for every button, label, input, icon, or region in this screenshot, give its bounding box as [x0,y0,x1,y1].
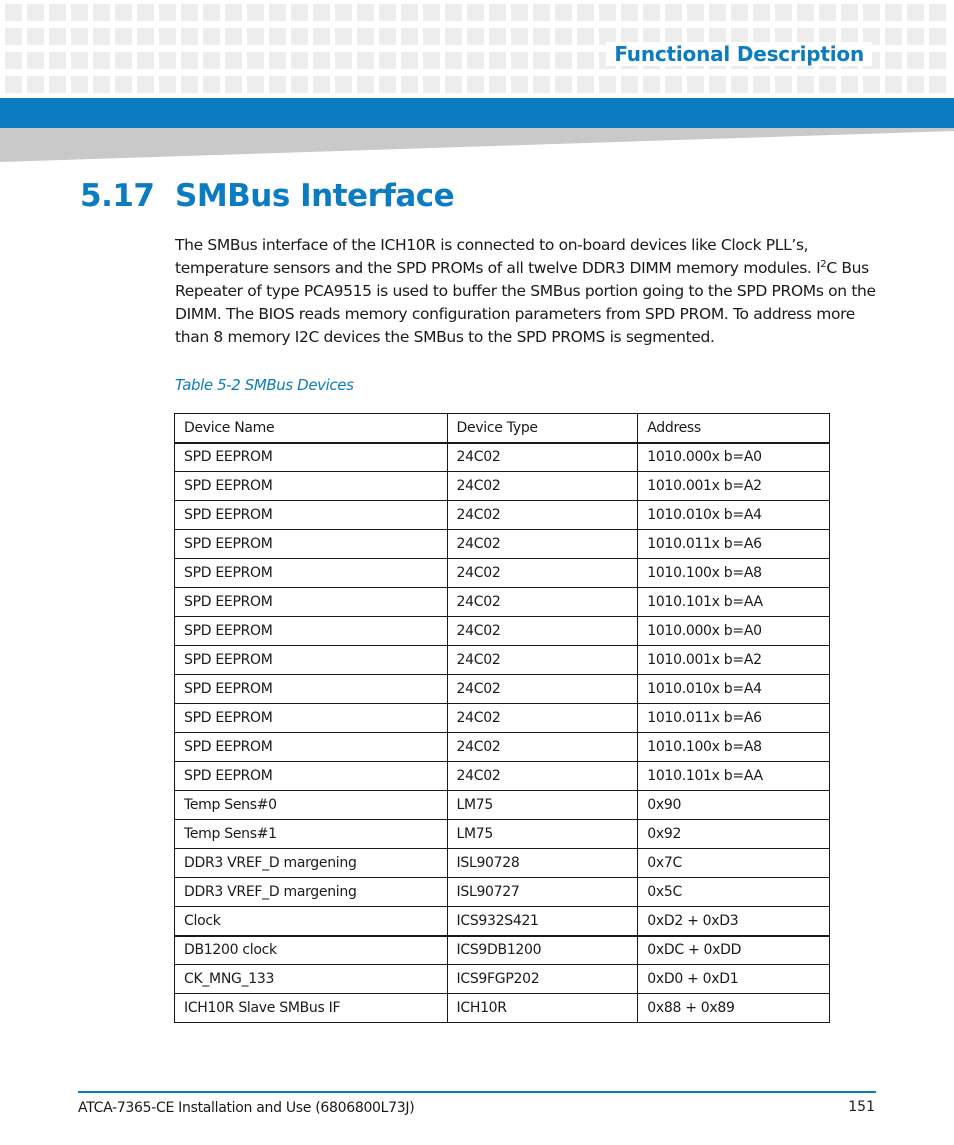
header-pattern-cell [841,4,858,21]
body-paragraph [175,234,880,349]
header-pattern-cell [5,4,22,21]
cell-device-name: SPD EEPROM [175,675,448,704]
cell-device-name: SPD EEPROM [175,588,448,617]
header-pattern-cell [49,28,66,45]
header-pattern-cell [753,76,770,93]
header-pattern-cell [313,76,330,93]
header-pattern-cell [643,76,660,93]
header-pattern-cell [225,28,242,45]
cell-address: 0x5C [638,878,830,907]
header-pattern-cell [27,28,44,45]
cell-address: 0xD2 + 0xD3 [638,907,830,936]
cell-address: 1010.011x b=A6 [638,530,830,559]
cell-device-name: SPD EEPROM [175,704,448,733]
cell-address: 1010.101x b=AA [638,762,830,791]
cell-address: 1010.011x b=A6 [638,704,830,733]
gray-wedge-shape [0,128,954,162]
header-pattern-cell [643,4,660,21]
header-pattern-cell [247,28,264,45]
cell-device-type: 24C02 [447,588,638,617]
header-pattern-cell [423,76,440,93]
cell-address: 1010.000x b=A0 [638,443,830,472]
table-row [175,820,830,849]
header-pattern-cell [511,28,528,45]
header-pattern-cell [511,4,528,21]
table-row [175,472,830,501]
header-pattern-cell [555,28,572,45]
header-pattern-cell [577,4,594,21]
cell-device-type: 24C02 [447,617,638,646]
header-pattern-cell [291,52,308,69]
header-pattern-cell [159,52,176,69]
header-pattern-cell [445,76,462,93]
header-pattern-cell [863,4,880,21]
cell-device-name: Clock [175,907,448,936]
header-pattern-cell [49,76,66,93]
header-pattern-cell [159,76,176,93]
header-pattern-cell [269,28,286,45]
header-pattern-cell [929,52,946,69]
header-pattern-cell [137,28,154,45]
header-pattern-cell [665,76,682,93]
header-pattern-cell [841,76,858,93]
header-pattern-cell [533,4,550,21]
cell-device-name: Temp Sens#0 [175,791,448,820]
header-pattern-cell [357,76,374,93]
header-pattern-cell [511,52,528,69]
header-pattern-cell [489,4,506,21]
header-pattern-cell [731,4,748,21]
header-pattern-cell [797,4,814,21]
header-pattern-cell [225,52,242,69]
cell-address: 1010.001x b=A2 [638,646,830,675]
header-pattern-cell [423,4,440,21]
cell-device-type: 24C02 [447,675,638,704]
header-pattern-cell [181,28,198,45]
header-pattern-cell [687,76,704,93]
header-pattern-cell [709,76,726,93]
cell-device-type: 24C02 [447,501,638,530]
cell-device-type: 24C02 [447,646,638,675]
cell-device-name: DDR3 VREF_D margening [175,849,448,878]
cell-address: 1010.010x b=A4 [638,675,830,704]
header-pattern-cell [5,52,22,69]
header-pattern-cell [27,4,44,21]
header-pattern-cell [511,76,528,93]
header-pattern-cell [555,76,572,93]
header-device-type: Device Type [447,414,638,443]
header-pattern-cell [137,52,154,69]
header-address: Address [638,414,830,443]
table-caption: Table 5-2 SMBus Devices [175,376,354,394]
header-pattern-cell [819,76,836,93]
header-pattern-cell [291,28,308,45]
cell-device-name: DDR3 VREF_D margening [175,878,448,907]
header-pattern-cell [137,4,154,21]
cell-device-type: 24C02 [447,472,638,501]
header-pattern-cell [115,4,132,21]
header-pattern-cell [225,4,242,21]
footer-doc-title: ATCA-7365-CE Installation and Use (6806800L73J) [78,1100,415,1116]
header-pattern-cell [775,76,792,93]
table-row [175,443,830,472]
table-row [175,762,830,791]
header-pattern-cell [291,4,308,21]
header-pattern-cell [93,4,110,21]
table-row [175,501,830,530]
cell-address: 0x90 [638,791,830,820]
cell-device-type: LM75 [447,791,638,820]
table-row [175,559,830,588]
table-row [175,936,830,965]
cell-device-name: SPD EEPROM [175,472,448,501]
cell-address: 1010.101x b=AA [638,588,830,617]
table-body [175,443,830,1023]
cell-device-name: SPD EEPROM [175,559,448,588]
header-pattern-cell [401,52,418,69]
header-pattern-cell [929,4,946,21]
header-pattern-cell [335,28,352,45]
header-pattern-cell [577,76,594,93]
header-pattern-cell [247,4,264,21]
header-pattern-cell [467,76,484,93]
header-pattern-cell [445,52,462,69]
header-pattern-cell [313,4,330,21]
section-title: SMBus Interface [175,178,455,214]
header-pattern-cell [269,76,286,93]
header-pattern-cell [885,76,902,93]
cell-address: 1010.001x b=A2 [638,472,830,501]
header-gray-wedge [0,128,954,164]
table-row [175,907,830,936]
header-pattern-cell [885,4,902,21]
header-pattern-cell [71,76,88,93]
header-pattern-cell [181,76,198,93]
header-pattern-cell [533,52,550,69]
cell-device-type: 24C02 [447,559,638,588]
header-pattern-cell [181,4,198,21]
header-pattern-cell [907,52,924,69]
header-pattern-cell [885,28,902,45]
body-text-part1: The SMBus interface of the ICH10R is connected to on-board devices like Clock PLL’s, temperature sensors and the SPD PROMs of all twelve DDR3 DIMM memory modules. I [175,236,821,277]
header-pattern-cell [27,76,44,93]
table-row [175,791,830,820]
cell-address: 1010.100x b=A8 [638,559,830,588]
cell-device-name: SPD EEPROM [175,530,448,559]
header-pattern-cell [357,4,374,21]
header-pattern-cell [467,4,484,21]
cell-device-name: SPD EEPROM [175,443,448,472]
cell-device-name: ICH10R Slave SMBus IF [175,994,448,1023]
header-pattern-cell [203,4,220,21]
section-heading [80,178,454,214]
header-pattern-cell [71,4,88,21]
table-row [175,849,830,878]
header-pattern-cell [907,76,924,93]
table-row [175,588,830,617]
header-pattern-cell [907,28,924,45]
table-row [175,530,830,559]
cell-device-type: ICS9FGP202 [447,965,638,994]
header-pattern-cell [291,76,308,93]
header-pattern-cell [929,76,946,93]
header-pattern-cell [599,4,616,21]
header-pattern-cell [247,52,264,69]
header-pattern-cell [93,52,110,69]
header-pattern-cell [555,52,572,69]
header-pattern-cell [929,28,946,45]
header-pattern-cell [577,52,594,69]
header-pattern-cell [753,4,770,21]
header-pattern-cell [489,28,506,45]
cell-device-name: SPD EEPROM [175,733,448,762]
cell-device-type: 24C02 [447,704,638,733]
cell-device-name: SPD EEPROM [175,762,448,791]
header-pattern-cell [797,76,814,93]
header-pattern-cell [401,76,418,93]
header-pattern-cell [181,52,198,69]
header-pattern-cell [401,28,418,45]
header-blue-band [0,98,954,128]
cell-device-type: 24C02 [447,762,638,791]
header-pattern-cell [775,4,792,21]
header-pattern-cell [709,4,726,21]
header-pattern-cell [269,4,286,21]
header-pattern-cell [335,4,352,21]
cell-device-type: ISL90727 [447,878,638,907]
header-pattern-cell [269,52,286,69]
cell-device-name: CK_MNG_133 [175,965,448,994]
footer-rule [78,1091,876,1093]
header-pattern-cell [159,28,176,45]
header-pattern-cell [423,28,440,45]
header-pattern-cell [203,28,220,45]
header-pattern-cell [137,76,154,93]
header-pattern-cell [27,52,44,69]
table-row [175,646,830,675]
header-pattern-cell [93,76,110,93]
header-pattern-cell [401,4,418,21]
header-pattern-cell [863,76,880,93]
header-pattern-cell [907,4,924,21]
header-pattern-cell [599,76,616,93]
header-pattern-cell [665,4,682,21]
page-number: 151 [848,1099,875,1115]
cell-device-name: DB1200 clock [175,936,448,965]
cell-address: 1010.000x b=A0 [638,617,830,646]
table-row [175,733,830,762]
cell-address: 0x88 + 0x89 [638,994,830,1023]
running-header-title: Functional Description [606,42,872,66]
header-pattern-cell [71,52,88,69]
cell-device-name: SPD EEPROM [175,646,448,675]
header-pattern-cell [93,28,110,45]
header-pattern-cell [159,4,176,21]
body-superscript: 2 [820,258,827,270]
section-number: 5.17 [80,178,155,214]
header-pattern-cell [489,76,506,93]
cell-device-name: SPD EEPROM [175,617,448,646]
header-pattern-cell [819,4,836,21]
header-pattern-cell [423,52,440,69]
header-pattern-cell [313,52,330,69]
cell-device-type: ICH10R [447,994,638,1023]
cell-device-type: 24C02 [447,733,638,762]
cell-device-type: ICS932S421 [447,907,638,936]
body-text-part2: C Bus Repeater of type PCA9515 is used to buffer the SMBus portion going to the SPD PROMs on the DIMM. The BIOS reads memory configuration parameters from SPD PROM. To address more than 8 memory I2C devices the SMBus to the SPD PROMS is segmented. [175,259,876,346]
header-pattern-cell [335,76,352,93]
header-pattern-cell [49,52,66,69]
header-pattern-cell [49,4,66,21]
header-pattern-cell [555,4,572,21]
cell-address: 0x7C [638,849,830,878]
cell-device-type: ISL90728 [447,849,638,878]
table-header-row [175,414,830,443]
header-pattern-cell [5,28,22,45]
cell-device-type: 24C02 [447,443,638,472]
header-pattern-cell [621,4,638,21]
header-pattern-cell [687,4,704,21]
cell-device-type: 24C02 [447,530,638,559]
table-row [175,994,830,1023]
cell-device-type: LM75 [447,820,638,849]
header-pattern-cell [379,28,396,45]
table-row [175,878,830,907]
smbus-devices-table [174,413,830,1023]
header-pattern-cell [5,76,22,93]
header-pattern-cell [489,52,506,69]
header-pattern-cell [115,76,132,93]
header-pattern-cell [533,28,550,45]
header-pattern-cell [379,76,396,93]
cell-device-type: ICS9DB1200 [447,936,638,965]
table-row [175,704,830,733]
header-pattern-cell [203,52,220,69]
header-pattern-cell [203,76,220,93]
header-pattern-cell [379,4,396,21]
cell-address: 1010.010x b=A4 [638,501,830,530]
header-pattern-cell [357,52,374,69]
header-pattern-cell [467,52,484,69]
header-pattern-cell [247,76,264,93]
header-pattern-cell [379,52,396,69]
header-device-name: Device Name [175,414,448,443]
cell-address: 0xD0 + 0xD1 [638,965,830,994]
header-pattern-cell [445,28,462,45]
header-pattern-cell [357,28,374,45]
table-row [175,965,830,994]
cell-device-name: SPD EEPROM [175,501,448,530]
header-pattern-cell [71,28,88,45]
header-pattern-cell [335,52,352,69]
table-row [175,617,830,646]
header-pattern-cell [467,28,484,45]
header-pattern-cell [115,28,132,45]
header-pattern-cell [533,76,550,93]
cell-address: 1010.100x b=A8 [638,733,830,762]
cell-address: 0xDC + 0xDD [638,936,830,965]
header-pattern-cell [577,28,594,45]
header-pattern-cell [731,76,748,93]
cell-address: 0x92 [638,820,830,849]
header-pattern-cell [885,52,902,69]
header-pattern-cell [115,52,132,69]
header-pattern-cell [445,4,462,21]
header-pattern-cell [225,76,242,93]
cell-device-name: Temp Sens#1 [175,820,448,849]
header-pattern-cell [621,76,638,93]
header-pattern-cell [313,28,330,45]
table-row [175,675,830,704]
